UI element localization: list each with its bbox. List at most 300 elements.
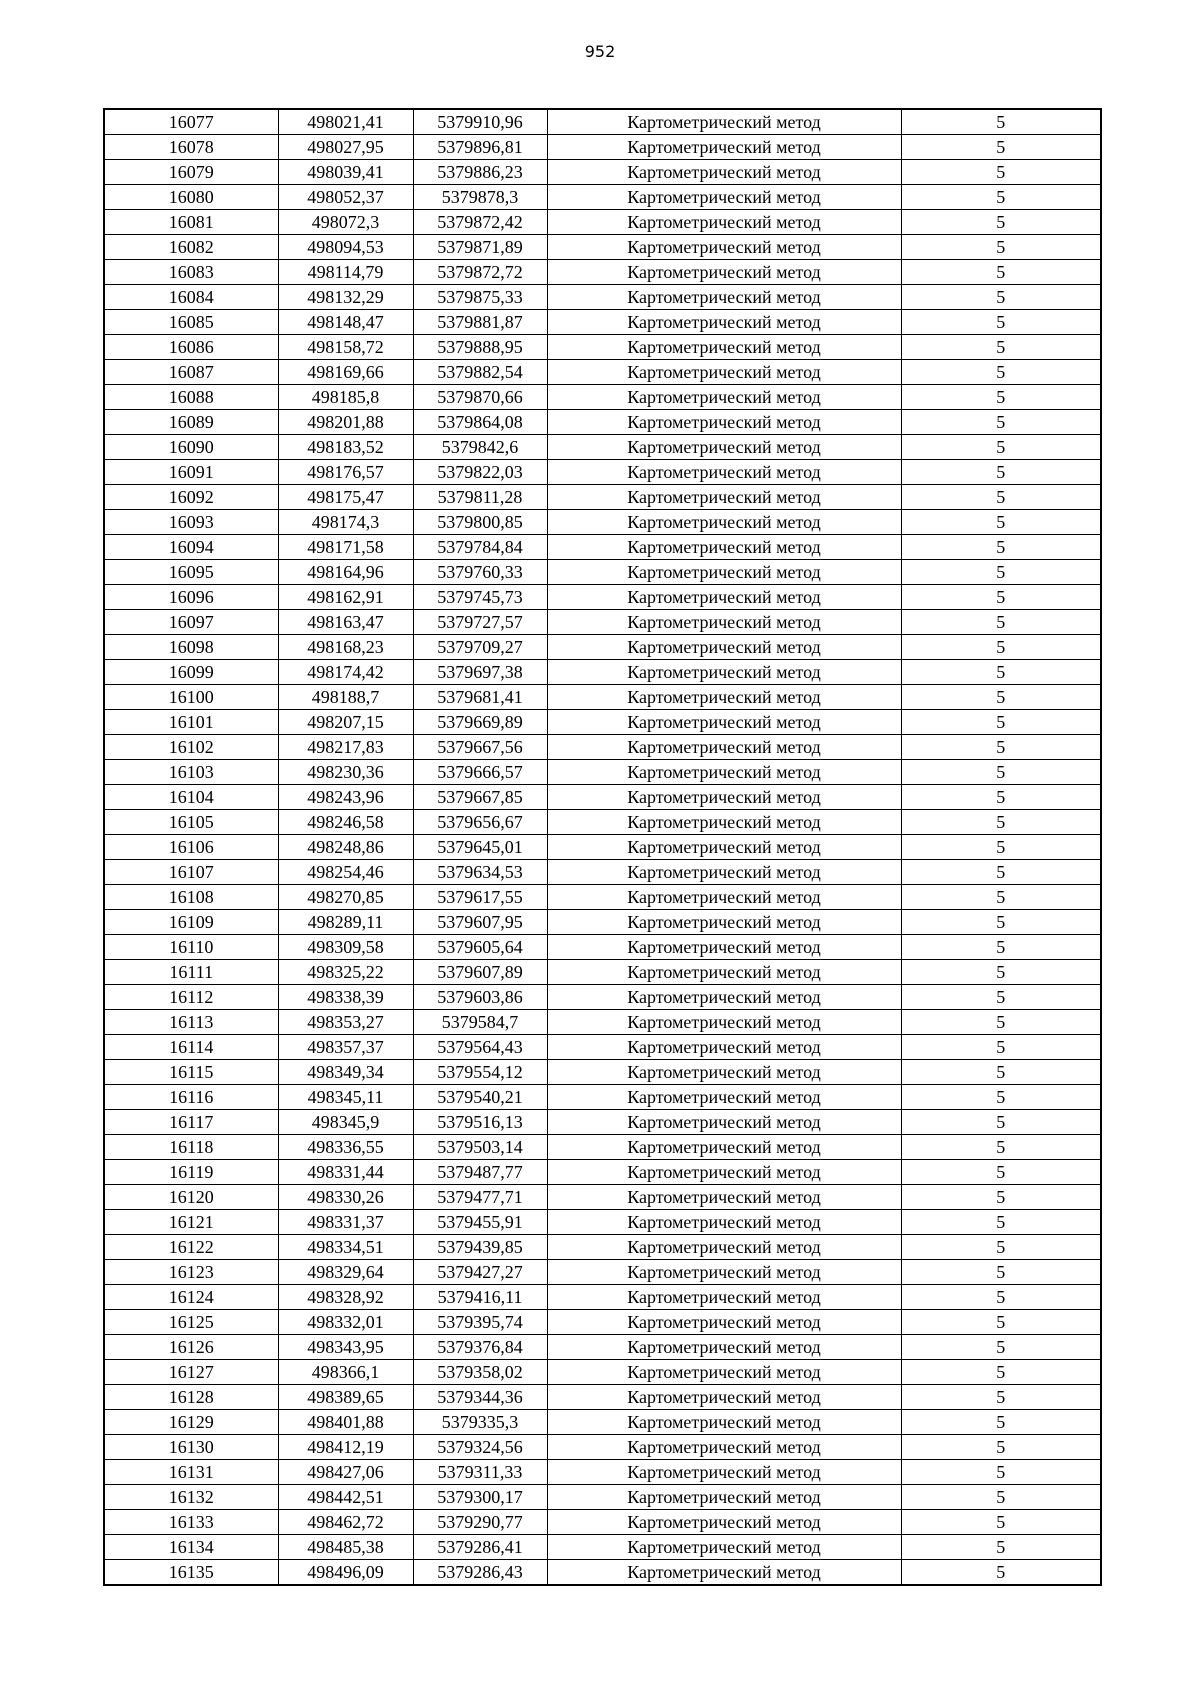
y-coordinate-cell: 5379503,14: [413, 1135, 547, 1160]
table-row: [104, 985, 1101, 1010]
point-number-cell: 16085: [104, 310, 278, 335]
y-coordinate-cell: 5379335,3: [413, 1410, 547, 1435]
point-number-cell: 16120: [104, 1185, 278, 1210]
y-coordinate-cell: 5379540,21: [413, 1085, 547, 1110]
point-number-cell: 16089: [104, 410, 278, 435]
point-number-cell: 16132: [104, 1485, 278, 1510]
point-number-cell: 16103: [104, 760, 278, 785]
x-coordinate-cell: 498485,38: [278, 1535, 413, 1560]
table-row: [104, 410, 1101, 435]
accuracy-cell: 5: [901, 810, 1101, 835]
accuracy-cell: 5: [901, 109, 1101, 135]
accuracy-cell: 5: [901, 1460, 1101, 1485]
accuracy-cell: 5: [901, 1535, 1101, 1560]
x-coordinate-cell: 498174,42: [278, 660, 413, 685]
x-coordinate-cell: 498349,34: [278, 1060, 413, 1085]
point-number-cell: 16079: [104, 160, 278, 185]
method-cell: Картометрический метод: [547, 810, 901, 835]
table-row: [104, 660, 1101, 685]
table-row: [104, 1510, 1101, 1535]
table-row: [104, 1535, 1101, 1560]
point-number-cell: 16080: [104, 185, 278, 210]
method-cell: Картометрический метод: [547, 1260, 901, 1285]
table-row: [104, 1360, 1101, 1385]
y-coordinate-cell: 5379669,89: [413, 710, 547, 735]
x-coordinate-cell: 498185,8: [278, 385, 413, 410]
method-cell: Картометрический метод: [547, 1485, 901, 1510]
method-cell: Картометрический метод: [547, 685, 901, 710]
y-coordinate-cell: 5379607,95: [413, 910, 547, 935]
point-number-cell: 16100: [104, 685, 278, 710]
x-coordinate-cell: 498343,95: [278, 1335, 413, 1360]
accuracy-cell: 5: [901, 460, 1101, 485]
table-row: [104, 1035, 1101, 1060]
point-number-cell: 16094: [104, 535, 278, 560]
table-row: [104, 1310, 1101, 1335]
method-cell: Картометрический метод: [547, 560, 901, 585]
y-coordinate-cell: 5379864,08: [413, 410, 547, 435]
point-number-cell: 16135: [104, 1560, 278, 1586]
x-coordinate-cell: 498338,39: [278, 985, 413, 1010]
table-row: [104, 1260, 1101, 1285]
x-coordinate-cell: 498345,9: [278, 1110, 413, 1135]
accuracy-cell: 5: [901, 1285, 1101, 1310]
y-coordinate-cell: 5379286,41: [413, 1535, 547, 1560]
x-coordinate-cell: 498158,72: [278, 335, 413, 360]
table-row: [104, 385, 1101, 410]
y-coordinate-cell: 5379416,11: [413, 1285, 547, 1310]
method-cell: Картометрический метод: [547, 485, 901, 510]
method-cell: Картометрический метод: [547, 1035, 901, 1060]
accuracy-cell: 5: [901, 610, 1101, 635]
x-coordinate-cell: 498248,86: [278, 835, 413, 860]
table-row: [104, 210, 1101, 235]
x-coordinate-cell: 498175,47: [278, 485, 413, 510]
point-number-cell: 16113: [104, 1010, 278, 1035]
x-coordinate-cell: 498462,72: [278, 1510, 413, 1535]
point-number-cell: 16114: [104, 1035, 278, 1060]
table-row: [104, 760, 1101, 785]
accuracy-cell: 5: [901, 1085, 1101, 1110]
accuracy-cell: 5: [901, 1160, 1101, 1185]
point-number-cell: 16098: [104, 635, 278, 660]
method-cell: Картометрический метод: [547, 210, 901, 235]
accuracy-cell: 5: [901, 1035, 1101, 1060]
method-cell: Картометрический метод: [547, 160, 901, 185]
method-cell: Картометрический метод: [547, 1410, 901, 1435]
y-coordinate-cell: 5379554,12: [413, 1060, 547, 1085]
y-coordinate-cell: 5379439,85: [413, 1235, 547, 1260]
point-number-cell: 16107: [104, 860, 278, 885]
point-number-cell: 16117: [104, 1110, 278, 1135]
table-row: [104, 1110, 1101, 1135]
accuracy-cell: 5: [901, 1310, 1101, 1335]
method-cell: Картометрический метод: [547, 385, 901, 410]
point-number-cell: 16110: [104, 935, 278, 960]
table-row: [104, 185, 1101, 210]
y-coordinate-cell: 5379617,55: [413, 885, 547, 910]
table-row: [104, 535, 1101, 560]
method-cell: Картометрический метод: [547, 1185, 901, 1210]
accuracy-cell: 5: [901, 1385, 1101, 1410]
point-number-cell: 16123: [104, 1260, 278, 1285]
method-cell: Картометрический метод: [547, 1560, 901, 1586]
point-number-cell: 16126: [104, 1335, 278, 1360]
y-coordinate-cell: 5379800,85: [413, 510, 547, 535]
y-coordinate-cell: 5379745,73: [413, 585, 547, 610]
method-cell: Картометрический метод: [547, 510, 901, 535]
table-row: [104, 685, 1101, 710]
point-number-cell: 16104: [104, 785, 278, 810]
x-coordinate-cell: 498328,92: [278, 1285, 413, 1310]
method-cell: Картометрический метод: [547, 185, 901, 210]
method-cell: Картометрический метод: [547, 760, 901, 785]
method-cell: Картометрический метод: [547, 835, 901, 860]
point-number-cell: 16122: [104, 1235, 278, 1260]
table-row: [104, 1460, 1101, 1485]
y-coordinate-cell: 5379727,57: [413, 610, 547, 635]
table-row: [104, 1435, 1101, 1460]
y-coordinate-cell: 5379842,6: [413, 435, 547, 460]
y-coordinate-cell: 5379811,28: [413, 485, 547, 510]
x-coordinate-cell: 498332,01: [278, 1310, 413, 1335]
y-coordinate-cell: 5379376,84: [413, 1335, 547, 1360]
y-coordinate-cell: 5379666,57: [413, 760, 547, 785]
table-row: [104, 1160, 1101, 1185]
accuracy-cell: 5: [901, 835, 1101, 860]
y-coordinate-cell: 5379910,96: [413, 109, 547, 135]
method-cell: Картометрический метод: [547, 109, 901, 135]
table-row: [104, 109, 1101, 135]
method-cell: Картометрический метод: [547, 260, 901, 285]
table-row: [104, 1210, 1101, 1235]
y-coordinate-cell: 5379607,89: [413, 960, 547, 985]
accuracy-cell: 5: [901, 1560, 1101, 1586]
table-row: [104, 835, 1101, 860]
x-coordinate-cell: 498389,65: [278, 1385, 413, 1410]
table-row: [104, 1385, 1101, 1410]
table-row: [104, 335, 1101, 360]
coordinates-table: [103, 108, 1102, 1586]
method-cell: Картометрический метод: [547, 1285, 901, 1310]
method-cell: Картометрический метод: [547, 135, 901, 160]
point-number-cell: 16127: [104, 1360, 278, 1385]
x-coordinate-cell: 498039,41: [278, 160, 413, 185]
method-cell: Картометрический метод: [547, 1535, 901, 1560]
x-coordinate-cell: 498427,06: [278, 1460, 413, 1485]
point-number-cell: 16101: [104, 710, 278, 735]
y-coordinate-cell: 5379656,67: [413, 810, 547, 835]
accuracy-cell: 5: [901, 710, 1101, 735]
point-number-cell: 16084: [104, 285, 278, 310]
y-coordinate-cell: 5379358,02: [413, 1360, 547, 1385]
y-coordinate-cell: 5379878,3: [413, 185, 547, 210]
point-number-cell: 16083: [104, 260, 278, 285]
point-number-cell: 16078: [104, 135, 278, 160]
method-cell: Картометрический метод: [547, 335, 901, 360]
table-row: [104, 735, 1101, 760]
table-row: [104, 960, 1101, 985]
point-number-cell: 16119: [104, 1160, 278, 1185]
point-number-cell: 16082: [104, 235, 278, 260]
method-cell: Картометрический метод: [547, 1510, 901, 1535]
accuracy-cell: 5: [901, 1410, 1101, 1435]
table-row: [104, 1085, 1101, 1110]
y-coordinate-cell: 5379681,41: [413, 685, 547, 710]
point-number-cell: 16087: [104, 360, 278, 385]
y-coordinate-cell: 5379709,27: [413, 635, 547, 660]
method-cell: Картометрический метод: [547, 910, 901, 935]
point-number-cell: 16092: [104, 485, 278, 510]
accuracy-cell: 5: [901, 1110, 1101, 1135]
method-cell: Картометрический метод: [547, 635, 901, 660]
point-number-cell: 16116: [104, 1085, 278, 1110]
x-coordinate-cell: 498246,58: [278, 810, 413, 835]
method-cell: Картометрический метод: [547, 235, 901, 260]
y-coordinate-cell: 5379645,01: [413, 835, 547, 860]
point-number-cell: 16090: [104, 435, 278, 460]
table-row: [104, 1410, 1101, 1435]
x-coordinate-cell: 498270,85: [278, 885, 413, 910]
y-coordinate-cell: 5379784,84: [413, 535, 547, 560]
point-number-cell: 16129: [104, 1410, 278, 1435]
y-coordinate-cell: 5379872,42: [413, 210, 547, 235]
x-coordinate-cell: 498162,91: [278, 585, 413, 610]
point-number-cell: 16096: [104, 585, 278, 610]
accuracy-cell: 5: [901, 1485, 1101, 1510]
method-cell: Картометрический метод: [547, 735, 901, 760]
accuracy-cell: 5: [901, 1210, 1101, 1235]
accuracy-cell: 5: [901, 635, 1101, 660]
y-coordinate-cell: 5379870,66: [413, 385, 547, 410]
table-row: [104, 160, 1101, 185]
table-row: [104, 785, 1101, 810]
table-row: [104, 285, 1101, 310]
method-cell: Картометрический метод: [547, 785, 901, 810]
method-cell: Картометрический метод: [547, 435, 901, 460]
y-coordinate-cell: 5379886,23: [413, 160, 547, 185]
table-row: [104, 860, 1101, 885]
method-cell: Картометрический метод: [547, 1135, 901, 1160]
y-coordinate-cell: 5379882,54: [413, 360, 547, 385]
accuracy-cell: 5: [901, 1235, 1101, 1260]
y-coordinate-cell: 5379896,81: [413, 135, 547, 160]
method-cell: Картометрический метод: [547, 1310, 901, 1335]
table-row: [104, 1235, 1101, 1260]
y-coordinate-cell: 5379290,77: [413, 1510, 547, 1535]
point-number-cell: 16102: [104, 735, 278, 760]
x-coordinate-cell: 498188,7: [278, 685, 413, 710]
accuracy-cell: 5: [901, 935, 1101, 960]
point-number-cell: 16081: [104, 210, 278, 235]
y-coordinate-cell: 5379697,38: [413, 660, 547, 685]
method-cell: Картометрический метод: [547, 285, 901, 310]
point-number-cell: 16095: [104, 560, 278, 585]
x-coordinate-cell: 498243,96: [278, 785, 413, 810]
accuracy-cell: 5: [901, 1185, 1101, 1210]
x-coordinate-cell: 498442,51: [278, 1485, 413, 1510]
x-coordinate-cell: 498114,79: [278, 260, 413, 285]
y-coordinate-cell: 5379634,53: [413, 860, 547, 885]
method-cell: Картометрический метод: [547, 1335, 901, 1360]
x-coordinate-cell: 498401,88: [278, 1410, 413, 1435]
x-coordinate-cell: 498094,53: [278, 235, 413, 260]
x-coordinate-cell: 498164,96: [278, 560, 413, 585]
accuracy-cell: 5: [901, 1060, 1101, 1085]
table-row: [104, 1135, 1101, 1160]
table-row: [104, 135, 1101, 160]
table-row: [104, 810, 1101, 835]
y-coordinate-cell: 5379427,27: [413, 1260, 547, 1285]
accuracy-cell: 5: [901, 310, 1101, 335]
method-cell: Картометрический метод: [547, 1085, 901, 1110]
accuracy-cell: 5: [901, 360, 1101, 385]
table-row: [104, 485, 1101, 510]
x-coordinate-cell: 498027,95: [278, 135, 413, 160]
y-coordinate-cell: 5379324,56: [413, 1435, 547, 1460]
accuracy-cell: 5: [901, 1435, 1101, 1460]
table-row: [104, 360, 1101, 385]
method-cell: Картометрический метод: [547, 410, 901, 435]
y-coordinate-cell: 5379888,95: [413, 335, 547, 360]
accuracy-cell: 5: [901, 485, 1101, 510]
y-coordinate-cell: 5379584,7: [413, 1010, 547, 1035]
x-coordinate-cell: 498072,3: [278, 210, 413, 235]
table-row: [104, 585, 1101, 610]
y-coordinate-cell: 5379487,77: [413, 1160, 547, 1185]
method-cell: Картометрический метод: [547, 1460, 901, 1485]
accuracy-cell: 5: [901, 1260, 1101, 1285]
point-number-cell: 16111: [104, 960, 278, 985]
x-coordinate-cell: 498329,64: [278, 1260, 413, 1285]
table-row: [104, 885, 1101, 910]
x-coordinate-cell: 498331,37: [278, 1210, 413, 1235]
table-row: [104, 910, 1101, 935]
accuracy-cell: 5: [901, 660, 1101, 685]
accuracy-cell: 5: [901, 910, 1101, 935]
table-row: [104, 460, 1101, 485]
x-coordinate-cell: 498052,37: [278, 185, 413, 210]
point-number-cell: 16125: [104, 1310, 278, 1335]
y-coordinate-cell: 5379455,91: [413, 1210, 547, 1235]
y-coordinate-cell: 5379603,86: [413, 985, 547, 1010]
point-number-cell: 16097: [104, 610, 278, 635]
accuracy-cell: 5: [901, 410, 1101, 435]
x-coordinate-cell: 498334,51: [278, 1235, 413, 1260]
point-number-cell: 16086: [104, 335, 278, 360]
accuracy-cell: 5: [901, 860, 1101, 885]
method-cell: Картометрический метод: [547, 1210, 901, 1235]
y-coordinate-cell: 5379760,33: [413, 560, 547, 585]
table-row: [104, 1010, 1101, 1035]
accuracy-cell: 5: [901, 435, 1101, 460]
x-coordinate-cell: 498183,52: [278, 435, 413, 460]
x-coordinate-cell: 498217,83: [278, 735, 413, 760]
table-row: [104, 310, 1101, 335]
x-coordinate-cell: 498163,47: [278, 610, 413, 635]
y-coordinate-cell: 5379605,64: [413, 935, 547, 960]
point-number-cell: 16131: [104, 1460, 278, 1485]
y-coordinate-cell: 5379344,36: [413, 1385, 547, 1410]
accuracy-cell: 5: [901, 685, 1101, 710]
accuracy-cell: 5: [901, 135, 1101, 160]
method-cell: Картометрический метод: [547, 935, 901, 960]
accuracy-cell: 5: [901, 960, 1101, 985]
table-row: [104, 710, 1101, 735]
x-coordinate-cell: 498366,1: [278, 1360, 413, 1385]
point-number-cell: 16105: [104, 810, 278, 835]
accuracy-cell: 5: [901, 385, 1101, 410]
accuracy-cell: 5: [901, 560, 1101, 585]
method-cell: Картометрический метод: [547, 610, 901, 635]
method-cell: Картометрический метод: [547, 1235, 901, 1260]
point-number-cell: 16109: [104, 910, 278, 935]
y-coordinate-cell: 5379667,85: [413, 785, 547, 810]
accuracy-cell: 5: [901, 885, 1101, 910]
point-number-cell: 16088: [104, 385, 278, 410]
table-row: [104, 260, 1101, 285]
accuracy-cell: 5: [901, 1010, 1101, 1035]
point-number-cell: 16128: [104, 1385, 278, 1410]
point-number-cell: 16112: [104, 985, 278, 1010]
y-coordinate-cell: 5379516,13: [413, 1110, 547, 1135]
accuracy-cell: 5: [901, 585, 1101, 610]
x-coordinate-cell: 498330,26: [278, 1185, 413, 1210]
x-coordinate-cell: 498345,11: [278, 1085, 413, 1110]
x-coordinate-cell: 498353,27: [278, 1010, 413, 1035]
method-cell: Картометрический метод: [547, 1360, 901, 1385]
x-coordinate-cell: 498207,15: [278, 710, 413, 735]
accuracy-cell: 5: [901, 210, 1101, 235]
table-row: [104, 1485, 1101, 1510]
x-coordinate-cell: 498148,47: [278, 310, 413, 335]
point-number-cell: 16108: [104, 885, 278, 910]
y-coordinate-cell: 5379395,74: [413, 1310, 547, 1335]
table-row: [104, 1285, 1101, 1310]
method-cell: Картометрический метод: [547, 1110, 901, 1135]
y-coordinate-cell: 5379881,87: [413, 310, 547, 335]
x-coordinate-cell: 498325,22: [278, 960, 413, 985]
method-cell: Картометрический метод: [547, 535, 901, 560]
method-cell: Картометрический метод: [547, 885, 901, 910]
table-row: [104, 1335, 1101, 1360]
point-number-cell: 16077: [104, 109, 278, 135]
point-number-cell: 16115: [104, 1060, 278, 1085]
accuracy-cell: 5: [901, 760, 1101, 785]
method-cell: Картометрический метод: [547, 710, 901, 735]
table-row: [104, 1560, 1101, 1586]
method-cell: Картометрический метод: [547, 985, 901, 1010]
accuracy-cell: 5: [901, 535, 1101, 560]
x-coordinate-cell: 498171,58: [278, 535, 413, 560]
table-row: [104, 1185, 1101, 1210]
point-number-cell: 16091: [104, 460, 278, 485]
y-coordinate-cell: 5379300,17: [413, 1485, 547, 1510]
point-number-cell: 16106: [104, 835, 278, 860]
method-cell: Картометрический метод: [547, 585, 901, 610]
table-row: [104, 560, 1101, 585]
accuracy-cell: 5: [901, 1510, 1101, 1535]
point-number-cell: 16130: [104, 1435, 278, 1460]
x-coordinate-cell: 498357,37: [278, 1035, 413, 1060]
x-coordinate-cell: 498331,44: [278, 1160, 413, 1185]
y-coordinate-cell: 5379667,56: [413, 735, 547, 760]
method-cell: Картометрический метод: [547, 1160, 901, 1185]
x-coordinate-cell: 498412,19: [278, 1435, 413, 1460]
method-cell: Картометрический метод: [547, 460, 901, 485]
x-coordinate-cell: 498496,09: [278, 1560, 413, 1586]
y-coordinate-cell: 5379286,43: [413, 1560, 547, 1586]
